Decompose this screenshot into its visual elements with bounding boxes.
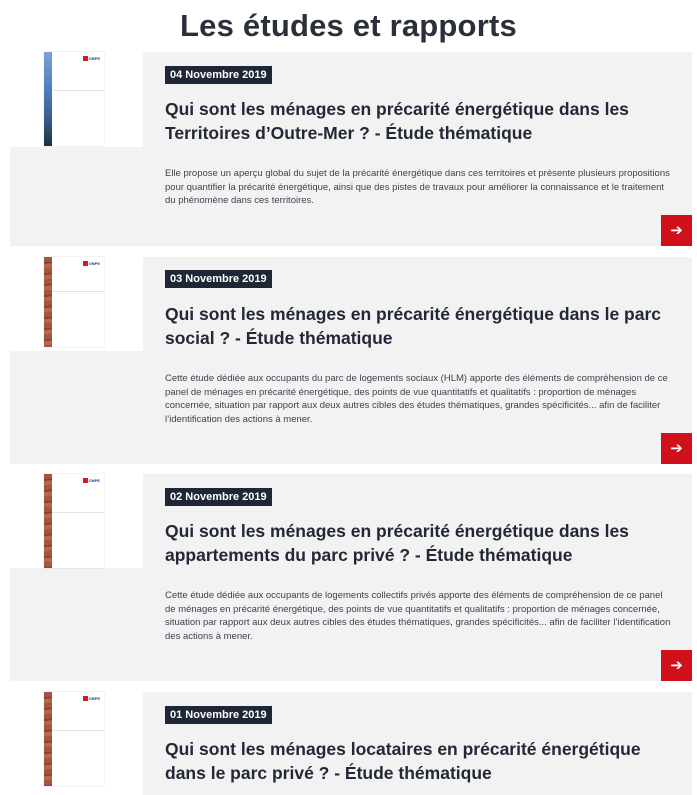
cover-photo [44, 474, 52, 568]
date-badge: 03 Novembre 2019 [165, 270, 272, 288]
study-card [10, 474, 692, 681]
publisher-logo: ONPE [88, 261, 100, 266]
read-more-button[interactable] [661, 650, 692, 681]
publisher-logo: ONPE [88, 56, 100, 61]
card-title[interactable]: Qui sont les ménages en précarité énergétique dans les Territoires d’Outre-Mer ? - Étude thématique [165, 99, 629, 143]
card-title[interactable]: Qui sont les ménages locataires en précarité énergétique dans le parc privé ? - Étude thématique [165, 739, 641, 783]
date-badge: 02 Novembre 2019 [165, 488, 272, 506]
date-badge: 04 Novembre 2019 [165, 66, 272, 84]
report-cover-thumbnail[interactable] [44, 52, 104, 146]
date-badge: 01 Novembre 2019 [165, 706, 272, 724]
arrow-right-icon: ➔ [670, 222, 683, 239]
cover-title-box [52, 291, 104, 322]
arrow-right-icon: ➔ [670, 657, 683, 674]
report-cover-thumbnail[interactable] [44, 692, 104, 786]
card-description: Cette étude dédiée aux occupants de logements collectifs privés apporte des éléments de compréhension de ce panel de ménages en précarité énergétique, des points de vue quantitatifs et qualitatifs : proportion de ménages concernée, situation par rapport aux deux autres cibles des études thématiques, grandes spécificités... afin de faciliter l’identification des actions à mener. [165, 590, 671, 642]
study-card [10, 52, 692, 246]
publisher-logo: ONPE [88, 696, 100, 701]
card-description: Cette étude dédiée aux occupants du parc de logements sociaux (HLM) apporte des éléments de compréhension de ce panel de ménages en précarité énergétique, des points de vue quantitatifs et qualitatifs : proportion de ménages concernée, situation par rapport aux deux autres cibles des études thématiques, grandes spécificités... afin de faciliter l’identification des actions à mener. [165, 373, 668, 425]
cover-photo [44, 52, 52, 146]
study-card [10, 692, 692, 795]
card-title[interactable]: Qui sont les ménages en précarité énergétique dans les appartements du parc privé ? - Étude thématique [165, 521, 629, 565]
card-description: Elle propose un aperçu global du sujet de la précarité énergétique dans ces territoires et présente plusieurs propositions pour quantifier la précarité énergétique, ainsi que des pistes de travaux pour améliorer la connaissance et le traitement du phénomène dans ces territoires. [165, 168, 670, 206]
page-title: Les études et rapports [180, 8, 517, 43]
cover-title-box [52, 90, 104, 121]
cover-title-box [52, 730, 104, 761]
publisher-logo: ONPE [88, 478, 100, 483]
report-cover-thumbnail[interactable] [44, 474, 104, 568]
read-more-button[interactable] [661, 433, 692, 464]
card-title[interactable]: Qui sont les ménages en précarité énergétique dans le parc social ? - Étude thématique [165, 304, 662, 348]
read-more-button[interactable] [661, 215, 692, 246]
cover-title-box [52, 512, 104, 543]
cover-photo [44, 257, 52, 347]
arrow-right-icon: ➔ [670, 440, 683, 457]
report-cover-thumbnail[interactable] [44, 257, 104, 347]
study-card [10, 257, 692, 464]
cover-photo [44, 692, 52, 786]
